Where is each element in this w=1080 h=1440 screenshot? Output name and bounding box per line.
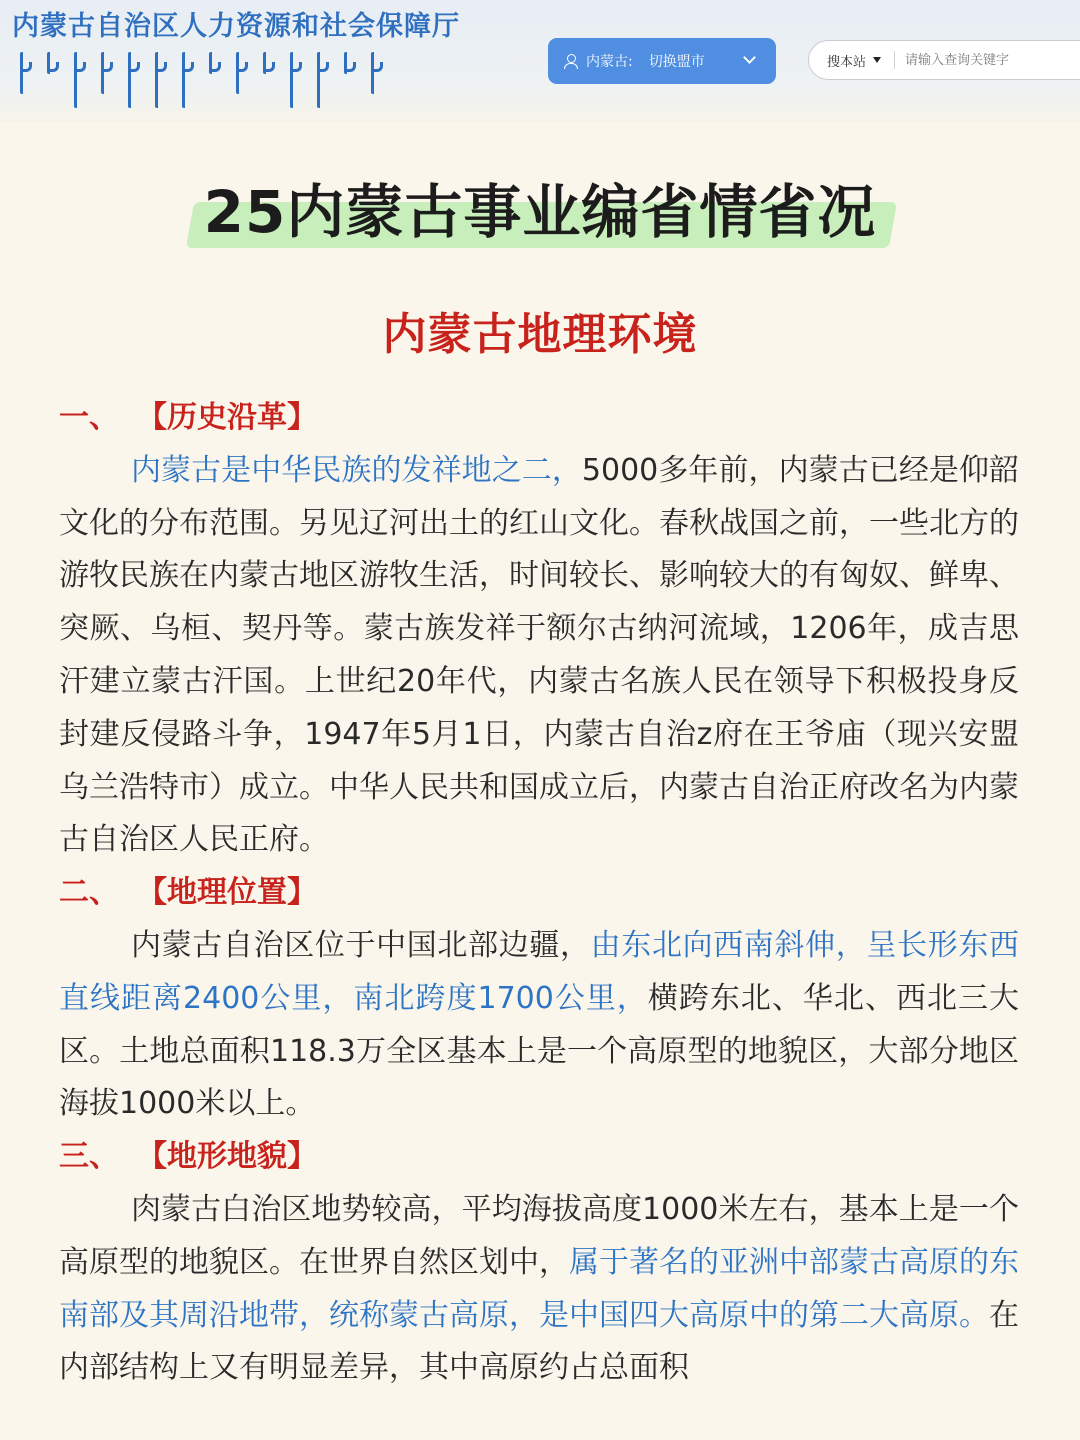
section-title: 【地形地貌】 bbox=[137, 1139, 317, 1175]
main-title bbox=[204, 172, 877, 252]
mongolian-script-logo bbox=[20, 52, 383, 112]
section-paragraph bbox=[59, 445, 1019, 867]
switch-city-label: 切换盟市 bbox=[648, 54, 705, 70]
mongolian-glyph bbox=[263, 52, 275, 74]
section-heading bbox=[59, 392, 1019, 445]
mongolian-glyph bbox=[155, 52, 167, 108]
search-scope-label: 搜本站 bbox=[827, 54, 867, 70]
mongolian-glyph bbox=[344, 52, 356, 74]
site-header bbox=[0, 0, 1080, 122]
subtitle: 内蒙古地理环境 bbox=[382, 309, 698, 360]
search-scope-dropdown[interactable] bbox=[827, 51, 881, 70]
highlighted-text: 属于著名的亚洲中部蒙古高原的东南部及其周沿地带，统称蒙古高原，是中国四大高原中的第二大高原。 bbox=[59, 1244, 1019, 1333]
main-title-text: 25内蒙古事业编省情省况 bbox=[203, 178, 877, 246]
mongolian-glyph bbox=[128, 52, 140, 108]
region-label: 内蒙古: bbox=[586, 54, 633, 70]
mongolian-glyph bbox=[371, 52, 383, 94]
person-icon bbox=[564, 54, 578, 68]
mongolian-glyph bbox=[317, 52, 329, 108]
highlighted-text: 由东北向西南斜伸，呈长形东西直线距离2400公里，南北跨度1700公里， bbox=[59, 927, 1020, 1016]
article-body bbox=[59, 392, 1019, 1395]
section-title: 【历史沿革】 bbox=[137, 400, 317, 435]
mongolian-glyph bbox=[74, 52, 86, 108]
section-paragraph bbox=[59, 1184, 1019, 1395]
section-title: 【地理位置】 bbox=[137, 875, 317, 911]
mongolian-glyph bbox=[101, 52, 113, 94]
mongolian-glyph bbox=[20, 52, 32, 94]
section-paragraph bbox=[59, 920, 1019, 1131]
paragraph-text: 内蒙古自治区位于中国北部边疆， bbox=[131, 927, 591, 963]
site-title[interactable]: 内蒙古自治区人力资源和社会保障厅 bbox=[12, 11, 460, 42]
paragraph-text: 横跨东北、华北、西北三大区。土地总面积118.3万全区基本上是一个高原型的地貌区，大部分地区海拔1000米以上。 bbox=[59, 980, 1019, 1122]
paragraph-text: 5000多年前，内蒙古已经是仰韶文化的分布范围。另见辽河出土的红山文化。春秋战国之前，一些北方的游牧民族在内蒙古地区游牧生活，时间较长、影响较大的有匈奴、鲜卑、突厥、乌桓、契丹等。蒙古族发祥于额尔古纳河流域，1206年，成吉思汗建立蒙古汗国。上世纪20年代，内蒙古名族人民在领导下积极投身反封建反侵路斗争，1947年5月1日，内蒙古自治z府在王爷庙（现兴安盟乌兰浩特市）成立。中华人民共和国成立后，内蒙古自治正府改名为内蒙古自治区人民正府。 bbox=[59, 452, 1019, 858]
section-heading bbox=[59, 867, 1019, 920]
chevron-down-icon bbox=[743, 51, 756, 64]
paragraph-text: 在内部结构上又有明显差异，其中高原约占总面积 bbox=[59, 1297, 1019, 1386]
mongolian-glyph bbox=[290, 52, 302, 108]
section-heading bbox=[59, 1131, 1019, 1184]
caret-down-icon bbox=[873, 57, 881, 63]
search-bar bbox=[808, 40, 1080, 80]
mongolian-glyph bbox=[47, 52, 59, 74]
main-title-container bbox=[0, 172, 1080, 252]
mongolian-glyph bbox=[236, 52, 248, 94]
section-number: 二、 bbox=[59, 875, 119, 911]
paragraph-text: 肉蒙古白治区地势较高，平均海拔高度1000米左右，基本上是一个高原型的地貌区。在世界自然区划中， bbox=[59, 1191, 1019, 1280]
mongolian-glyph bbox=[182, 52, 194, 108]
section-number: 三、 bbox=[59, 1139, 119, 1175]
section-number: 一、 bbox=[59, 400, 119, 435]
search-input[interactable] bbox=[905, 53, 1055, 68]
divider bbox=[894, 51, 895, 69]
mongolian-glyph bbox=[209, 52, 221, 74]
highlighted-text: 内蒙古是中华民族的发祥地之二， bbox=[131, 452, 582, 488]
region-switch-button[interactable] bbox=[548, 38, 776, 84]
